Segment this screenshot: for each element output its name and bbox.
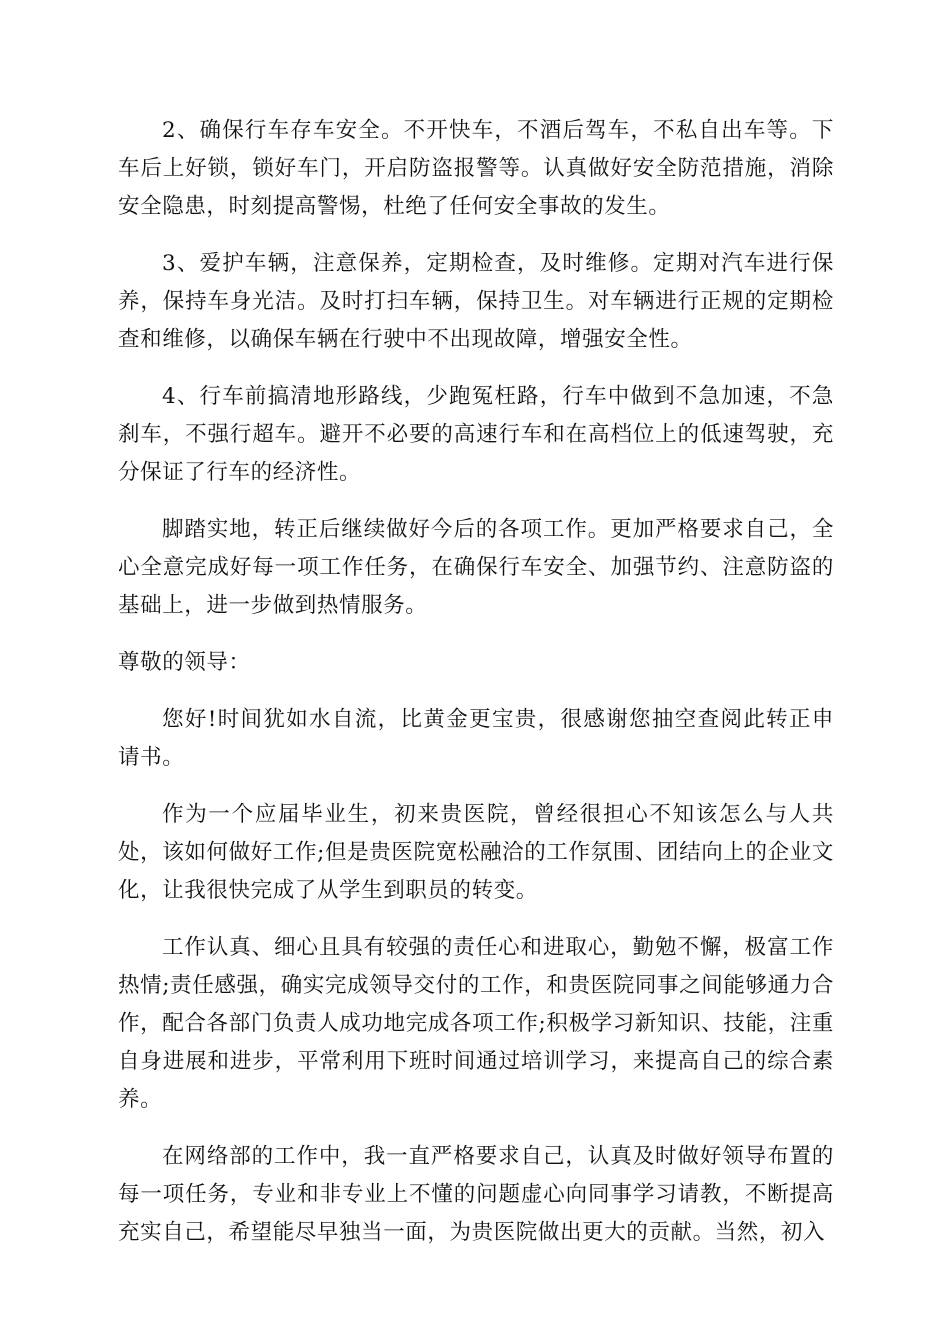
- letter-greeting: 您好!时间犹如水自流，比黄金更宝贵，很感谢您抽空查阅此转正申请书。: [118, 707, 834, 770]
- paragraph-conclusion: 脚踏实地，转正后继续做好今后的各项工作。更加严格要求自己，全心全意完成好每一项工作任务，在确保行车安全、加强节约、注意防盗的基础上，进一步做到热情服务。: [118, 517, 834, 618]
- paragraph-network-department: 在网络部的工作中，我一直严格要求自己，认真及时做好领导布置的每一项任务，专业和非专业上不懂的问题虚心向同事学习请教，不断提高充实自己，希望能尽早独当一面，为贵医院做出更大的贡献。当然，初入: [118, 1144, 834, 1245]
- paragraph-item-4-route: 4、行车前搞清地形路线，少跑冤枉路，行车中做到不急加速，不急刹车，不强行超车。避开不必要的高速行车和在高档位上的低速驾驶，充分保证了行车的经济性。: [118, 384, 834, 485]
- paragraph-item-3-maintenance: 3、爱护车辆，注意保养，定期检查，及时维修。定期对汽车进行保养，保持车身光洁。及时打扫车辆，保持卫生。对车辆进行正规的定期检查和维修，以确保车辆在行驶中不出现故障，增强安全性。: [118, 251, 834, 352]
- letter-salutation: 尊敬的领导：: [118, 650, 251, 675]
- paragraph-work-attitude: 工作认真、细心且具有较强的责任心和进取心，勤勉不懈，极富工作热情;责任感强，确实完成领导交付的工作，和贵医院同事之间能够通力合作，配合各部门负责人成功地完成各项工作;积极学习新知识、技能，注重自身进展和进步，平常利用下班时间通过培训学习，来提高自己的综合素养。: [118, 935, 834, 1112]
- document-body: [118, 112, 834, 1271]
- paragraph-introduction: 作为一个应届毕业生，初来贵医院，曾经很担心不知该怎么与人共处，该如何做好工作;但是贵医院宽松融洽的工作氛围、团结向上的企业文化，让我很快完成了从学生到职员的转变。: [118, 802, 834, 903]
- paragraph-item-2-safety: 2、确保行车存车安全。不开快车，不酒后驾车，不私自出车等。下车后上好锁，锁好车门，开启防盗报警等。认真做好安全防范措施，消除安全隐患，时刻提高警惕，杜绝了任何安全事故的发生。: [118, 118, 834, 219]
